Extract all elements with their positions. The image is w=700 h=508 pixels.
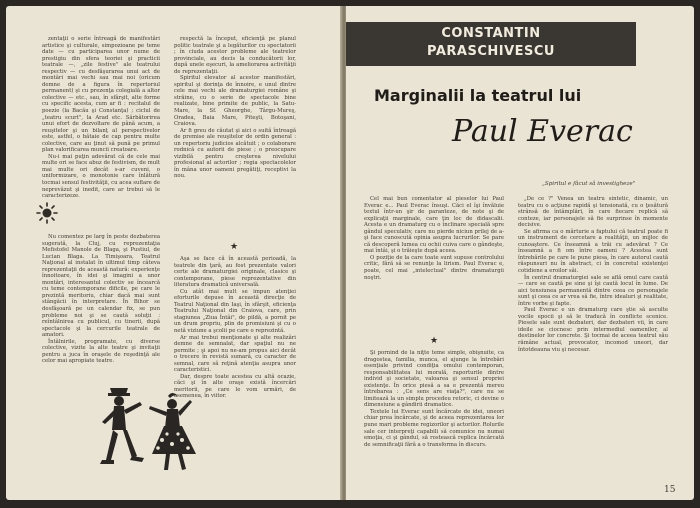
star-separator-icon: ★ <box>430 336 439 346</box>
magazine-spread <box>6 6 694 500</box>
author-first-name: CONSTANTIN <box>441 26 541 41</box>
paragraph: Şi pornind de la niţte teme simple, obişnuite, ca dragostea, familia, munca, el ajunge la întrebări esenţiale privind condiţia omului contemporan, responsabilitatea lui morală, raporturile dintre individ şi societate, valoarea şi sensul propriei existenţe. În orice piesă a sa e prezentă mereu întrebarea : „Ce sens are viaţa?", care nu se limitează la un simplu procedeu retoric, ci devine o dimensiune a gândirii dramatice. <box>364 350 504 409</box>
paragraph: În centrul dramaturgiei sale se află omul care caută — care se caută pe sine şi îşi caută locul în lume. De aici tensiunea permanentă dintre ceea ce personajele sunt şi ceea ce ar vrea să fie, între idealuri şi realitate, între vorbe şi fapte. <box>518 274 668 307</box>
paragraph: Dar, despre toate acestea cu altă ocazie, căci şi în alte oraşe există încercări meritorii, pe care le vom urmări, de asemenea, în viitor. <box>174 373 296 400</box>
author-last-name: PARASCHIVESCU <box>427 44 555 59</box>
paragraph: Nu comentez pe larg în peste dezbaterea sugerată, la Cluj, cu reprezentaţia Mefistofel Manole de Blaga, şi Pustiul, de Lucian Blaga. La Timişoara, Teatrul Naţional al instalat în ultimul timp câteva reprezentaţii de această natură: experienţe înnoitoare, în idei şi imagini a unor montări, interesantul colectiv se încearcă cu teme contemporane dificile, pe care le prezintă meritoriu, chiar dacă mai sunt stângăcii în interpretare. În Bihor se desfăşoară pe un calendar fix, se pun probleme noi şi se caută soluţii : reîntâlnirea cu publicul, cu tinerii, după spectacole şi la cercurile teatrale de amatori. <box>42 234 160 339</box>
left-col2-top <box>174 36 296 186</box>
paragraph: respectă la început, eficienţă pe planul politic teatrale şi a legăturilor cu spectatorii ; în ciuda acestor probleme ale teatrelor provinciale, au decis la conducătorii lor, după unele eşecuri, la ameliorarea activităţii de reprezentaţii. <box>174 36 296 75</box>
paragraph: Ar fi greu de căutat şi aici o suită întreagă de premise ale reuşitelor de ordin general : un repertoriu judicios alcătuit ; o colaborare rodnică cu autorii de piese ; o preocupare vizibilă pentru creşterea nivelului profesional al actorilor ; regia spectacolelor în mâna unor oameni pregătiţi, receptivi la nou. <box>174 127 296 180</box>
right-page <box>346 6 694 500</box>
paragraph: Cu atât mai mult se impun atenţiei eforturile depuse în această direcţie de Teatrul Naţional din Iaşi, în sfârşit, eficienţa Teatrului Naţional din Craiova, care, prin stagiunea „Ziua Întâi", de pildă, a pornit pe un drum propriu, plin de promisiuni şi cu o netă viziune a şcolii pe care o reprezintă. <box>174 288 296 335</box>
paragraph: Întâlnirile, programate, cu diverse colective, vizite la alte teatre şi invitaţii pentru a juca în oraşele de reşedinţă ale celor mai apropiate teatre. <box>42 338 160 365</box>
paragraph: zentaţii o serie întreagă de manifestări artistice şi culturale, simpozioane pe teme date — cu participarea unor nume de prestigiu din sfera teoriei şi practicii teatrale —, „zile festive" ale teatrului respectiv — cu desfăşurarea unui act de montări mai vechi sau mai noi (oricum demne de a figura în repertoriul permanent) şi cu prezenţa colegială a altor colective — etc., sau, în sfârşit, alte forme cu specific acesta, cum ar fi : recitalul de poezie (la Bacău şi Constanţa) ; ciclul de „teatru scurt", la Arad etc. Sărbătorirea unui efort de dezvoltare de până acum, a reuşitelor şi un bilanţ al perspectivelor este, astfel, o bătaie de cap pentru multe colective, care au ţinut să pună pe primul plan valorificarea muncii creatoare. <box>42 36 160 154</box>
right-col1-bottom <box>364 350 504 488</box>
dancers-illustration <box>92 374 212 484</box>
paragraph: Cel mai bun comentator al pieselor lui Paul Everac e... Paul Everac însuşi. Căci el îşi învăluie textul într-un şir de paranteze, de note şi de explicaţii marginale, care ţin loc de didascalii. Acesta e un dramaturg cu o înclinare specială spre gândul speculativ, care nu pierde niciun prilej de a-şi face cunoscută opinia asupra lucrurilor. Se pare că descoperă lumea cu ochii cuiva care o gândeşte, mai întâi, şi o trăieşte după aceea. <box>364 196 504 255</box>
author-banner <box>346 22 636 66</box>
paragraph: Ar mai trebui menţionate şi alte realizări demne de semnalat, dar spaţiul nu ne permite ; şi apoi nu ne-am propus aici decât o trecere în revistă sumară, cu caracter de semnal, care să reţină atenţia asupra unor caracteristici. <box>174 334 296 374</box>
left-page <box>6 6 342 500</box>
paragraph: Se afirma ca o mărturie a faptului că teatrul poate fi un instrument de cercetare a realităţii, un mijloc de cunoaştere. Ce înseamnă a trăi cu adevărat ? Ce înseamnă a fi om între oameni ? Acestea sunt întrebările pe care le pune piesa, în care autorul caută răspunsuri nu în abstract, ci în concretul existenţei cotidiene a eroilor săi. <box>518 228 668 275</box>
right-col1-top <box>364 196 504 326</box>
paragraph: Aşa se face că în această perioadă, la teatrele din ţară, au fost prezentate valori certe ale dramaturgiei originale, clasice şi contemporane, piese reprezentative din literatura dramatică universală. <box>174 256 296 289</box>
right-col2 <box>518 196 668 484</box>
article-title-name: Paul Everac <box>452 114 633 149</box>
paragraph: „De ce ?" Venea un teatru sintetic, dinamic, un teatru cu o acţiune rapidă şi tensionată, cu o ţesătură strânsă de întâmplări, în care fiecare replică să conteze, iar personajele să fie surprinse în momente decisive. <box>518 196 668 229</box>
epigraph: „Spiritul e făcut să investigheze" <box>542 181 636 187</box>
left-col1-top <box>42 36 160 200</box>
left-col1-bottom <box>42 234 160 374</box>
sun-ornament-icon <box>36 202 58 224</box>
paragraph: Paul Everac e un dramaturg care ştie să asculte vocile epocii şi să le traducă în conflicte scenice. Piesele sale sunt dezbateri, dar dezbateri vii, în care ideile se ciocnesc prin intermediul oamenilor, al destinelor lor concrete. Şi tocmai de aceea teatrul său rămâne actual, provocator, incomod uneori, dar întotdeauna viu şi necesar. <box>518 307 668 353</box>
paragraph: Spiritul elevator al acestor manifestări, spiritul şi dorinţa de înnoire, e unul dintre cele mai vechi ale dramaturgiei române şi străine, cu o serie de spectacole bine realizate, bine primite de public, la Satu-Mare, la Sf. Gheorghe, Târgu-Mureş, Oradea, Baia Mare, Piteşti, Botoşani, Craiova. <box>174 75 296 128</box>
paragraph: Textele lui Everac sunt încărcate de idei, uneori chiar prea încărcate, şi de aceea reprezentarea lor pune mari probleme regizorilor şi actorilor. Rolurile sale cer interpreţi capabili să comunice nu numai emoţia, ci şi gândul, să rostească replica încărcată de semnificaţii fără a o transforma în discurs. <box>364 408 504 448</box>
article-title: Marginalii la teatrul lui <box>374 86 582 105</box>
paragraph: Nu-i mai puţin adevărat că de cele mai multe ori se face abuz de festivism, de mult mai multe ori decât s-ar cuveni, o uniformizare, o monotonie care înlătură tocmai sensul festivităţii, cu acea suflare de neprevăzut şi inedit, care ar trebui să le caracterizeze. <box>42 153 160 200</box>
star-separator-icon: ★ <box>230 242 239 252</box>
page-number: 15 <box>664 485 676 495</box>
paragraph: O poziţie de la care toate sunt supuse controlului critic, fără să se renunţe la lirism. Paul Everac e, poate, cel mai „intelectual" dintre dramaturgii noştri. <box>364 254 504 281</box>
left-col2-bottom <box>174 256 296 400</box>
